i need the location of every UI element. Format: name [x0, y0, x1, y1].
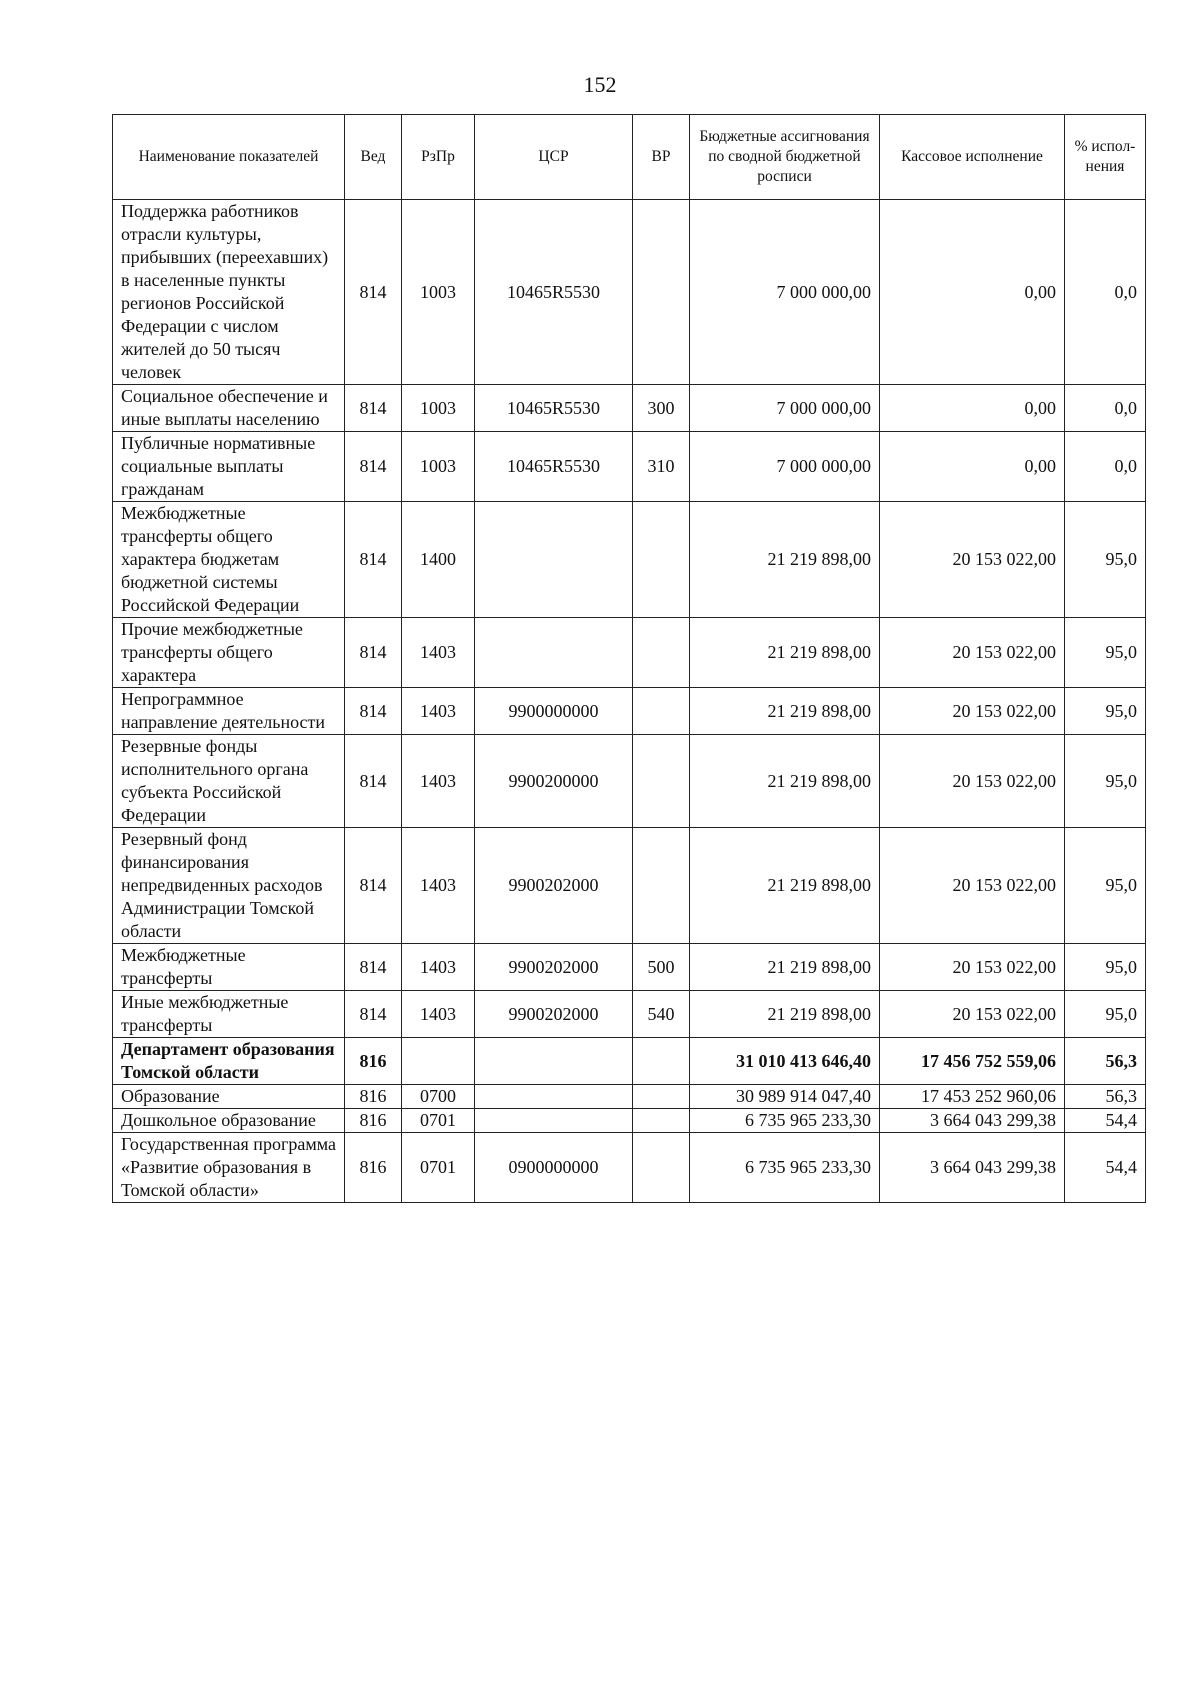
row-cash: 17 453 252 960,06 [880, 1085, 1065, 1109]
row-csr: 9900202000 [475, 991, 633, 1038]
row-percent: 95,0 [1065, 735, 1146, 828]
row-csr [475, 1038, 633, 1085]
row-ved: 814 [345, 735, 402, 828]
row-name: Дошкольное образование [113, 1109, 345, 1133]
row-percent: 56,3 [1065, 1038, 1146, 1085]
row-allocations: 21 219 898,00 [690, 944, 880, 991]
row-allocations: 21 219 898,00 [690, 502, 880, 618]
row-allocations: 21 219 898,00 [690, 735, 880, 828]
page-number: 152 [583, 72, 617, 97]
row-allocations: 30 989 914 047,40 [690, 1085, 880, 1109]
row-name: Иные межбюджетные трансферты [113, 991, 345, 1038]
row-ved: 814 [345, 991, 402, 1038]
table-row [113, 828, 1146, 944]
row-allocations: 21 219 898,00 [690, 688, 880, 735]
row-percent: 95,0 [1065, 502, 1146, 618]
row-ved: 816 [345, 1109, 402, 1133]
row-ved: 814 [345, 618, 402, 688]
row-rzpr: 1403 [402, 735, 475, 828]
row-percent: 0,0 [1065, 385, 1146, 432]
header-allocations: Бюджетные ассигнования по сводной бюджетной росписи [690, 115, 880, 200]
row-percent: 95,0 [1065, 618, 1146, 688]
row-name: Поддержка работников отрасли культуры, прибывших (переехавших) в населенные пункты регионов Российской Федерации с числом жителей до 50 тысяч человек [113, 200, 345, 385]
row-name: Резервный фонд финансирования непредвиденных расходов Администрации Томской области [113, 828, 345, 944]
row-rzpr [402, 1038, 475, 1085]
row-name: Межбюджетные трансферты общего характера бюджетам бюджетной системы Российской Федерации [113, 502, 345, 618]
table-row [113, 1133, 1146, 1203]
header-percent: % испол-нения [1065, 115, 1146, 200]
table-row [113, 432, 1146, 502]
row-name: Прочие межбюджетные трансферты общего характера [113, 618, 345, 688]
row-cash: 0,00 [880, 432, 1065, 502]
row-percent: 0,0 [1065, 432, 1146, 502]
row-rzpr: 1403 [402, 944, 475, 991]
row-rzpr: 1403 [402, 991, 475, 1038]
row-vr [633, 735, 690, 828]
row-ved: 816 [345, 1038, 402, 1085]
table-row [113, 735, 1146, 828]
row-percent: 95,0 [1065, 991, 1146, 1038]
row-vr [633, 828, 690, 944]
row-vr [633, 1109, 690, 1133]
header-csr: ЦСР [475, 115, 633, 200]
row-cash: 20 153 022,00 [880, 688, 1065, 735]
row-ved: 814 [345, 688, 402, 735]
table-row [113, 200, 1146, 385]
row-rzpr: 1003 [402, 432, 475, 502]
table-row [113, 991, 1146, 1038]
row-allocations: 7 000 000,00 [690, 200, 880, 385]
row-percent: 95,0 [1065, 944, 1146, 991]
table-row [113, 618, 1146, 688]
row-vr: 310 [633, 432, 690, 502]
row-percent: 54,4 [1065, 1133, 1146, 1203]
row-allocations: 6 735 965 233,30 [690, 1109, 880, 1133]
table-row-department [113, 1038, 1146, 1085]
row-allocations: 7 000 000,00 [690, 385, 880, 432]
row-cash: 20 153 022,00 [880, 944, 1065, 991]
row-cash: 0,00 [880, 200, 1065, 385]
row-rzpr: 1403 [402, 828, 475, 944]
row-cash: 20 153 022,00 [880, 828, 1065, 944]
table-row [113, 502, 1146, 618]
row-percent: 56,3 [1065, 1085, 1146, 1109]
header-rzpr: РзПр [402, 115, 475, 200]
row-cash: 0,00 [880, 385, 1065, 432]
budget-execution-table [112, 114, 1146, 1203]
row-cash: 3 664 043 299,38 [880, 1133, 1065, 1203]
row-name: Образование [113, 1085, 345, 1109]
row-name: Публичные нормативные социальные выплаты гражданам [113, 432, 345, 502]
row-csr [475, 502, 633, 618]
table-row [113, 944, 1146, 991]
row-allocations: 31 010 413 646,40 [690, 1038, 880, 1085]
row-rzpr: 1403 [402, 688, 475, 735]
header-cash: Кассовое исполнение [880, 115, 1065, 200]
row-name: Департамент образования Томской области [113, 1038, 345, 1085]
row-vr [633, 618, 690, 688]
table-header-row [113, 115, 1146, 200]
row-vr: 500 [633, 944, 690, 991]
row-vr: 540 [633, 991, 690, 1038]
row-vr [633, 688, 690, 735]
row-allocations: 21 219 898,00 [690, 618, 880, 688]
row-csr: 9900000000 [475, 688, 633, 735]
row-percent: 54,4 [1065, 1109, 1146, 1133]
row-cash: 20 153 022,00 [880, 735, 1065, 828]
row-vr [633, 502, 690, 618]
row-allocations: 6 735 965 233,30 [690, 1133, 880, 1203]
row-vr: 300 [633, 385, 690, 432]
row-ved: 816 [345, 1133, 402, 1203]
row-rzpr: 1003 [402, 385, 475, 432]
row-allocations: 7 000 000,00 [690, 432, 880, 502]
row-csr: 0900000000 [475, 1133, 633, 1203]
header-ved: Вед [345, 115, 402, 200]
row-vr [633, 1038, 690, 1085]
row-ved: 814 [345, 385, 402, 432]
row-allocations: 21 219 898,00 [690, 991, 880, 1038]
header-vr: ВР [633, 115, 690, 200]
row-csr: 10465R5530 [475, 200, 633, 385]
row-rzpr: 1400 [402, 502, 475, 618]
row-allocations: 21 219 898,00 [690, 828, 880, 944]
row-percent: 0,0 [1065, 200, 1146, 385]
row-csr [475, 1109, 633, 1133]
row-name: Межбюджетные трансферты [113, 944, 345, 991]
row-csr [475, 618, 633, 688]
row-percent: 95,0 [1065, 828, 1146, 944]
table-row [113, 688, 1146, 735]
row-percent: 95,0 [1065, 688, 1146, 735]
row-ved: 814 [345, 200, 402, 385]
row-csr: 10465R5530 [475, 385, 633, 432]
row-ved: 816 [345, 1085, 402, 1109]
row-cash: 20 153 022,00 [880, 502, 1065, 618]
row-csr: 9900202000 [475, 944, 633, 991]
row-csr: 10465R5530 [475, 432, 633, 502]
table-row [113, 385, 1146, 432]
row-csr: 9900200000 [475, 735, 633, 828]
row-cash: 20 153 022,00 [880, 618, 1065, 688]
row-cash: 17 456 752 559,06 [880, 1038, 1065, 1085]
row-rzpr: 0701 [402, 1109, 475, 1133]
row-name: Резервные фонды исполнительного органа субъекта Российской Федерации [113, 735, 345, 828]
row-vr [633, 1133, 690, 1203]
row-name: Государственная программа «Развитие образования в Томской области» [113, 1133, 345, 1203]
row-vr [633, 1085, 690, 1109]
row-name: Социальное обеспечение и иные выплаты населению [113, 385, 345, 432]
row-rzpr: 0700 [402, 1085, 475, 1109]
row-ved: 814 [345, 502, 402, 618]
row-name: Непрограммное направление деятельности [113, 688, 345, 735]
row-ved: 814 [345, 828, 402, 944]
row-rzpr: 0701 [402, 1133, 475, 1203]
row-rzpr: 1003 [402, 200, 475, 385]
row-ved: 814 [345, 432, 402, 502]
row-ved: 814 [345, 944, 402, 991]
table-row [113, 1085, 1146, 1109]
row-cash: 20 153 022,00 [880, 991, 1065, 1038]
row-rzpr: 1403 [402, 618, 475, 688]
header-name: Наименование показателей [113, 115, 345, 200]
row-cash: 3 664 043 299,38 [880, 1109, 1065, 1133]
table-row [113, 1109, 1146, 1133]
row-csr [475, 1085, 633, 1109]
row-vr [633, 200, 690, 385]
row-csr: 9900202000 [475, 828, 633, 944]
